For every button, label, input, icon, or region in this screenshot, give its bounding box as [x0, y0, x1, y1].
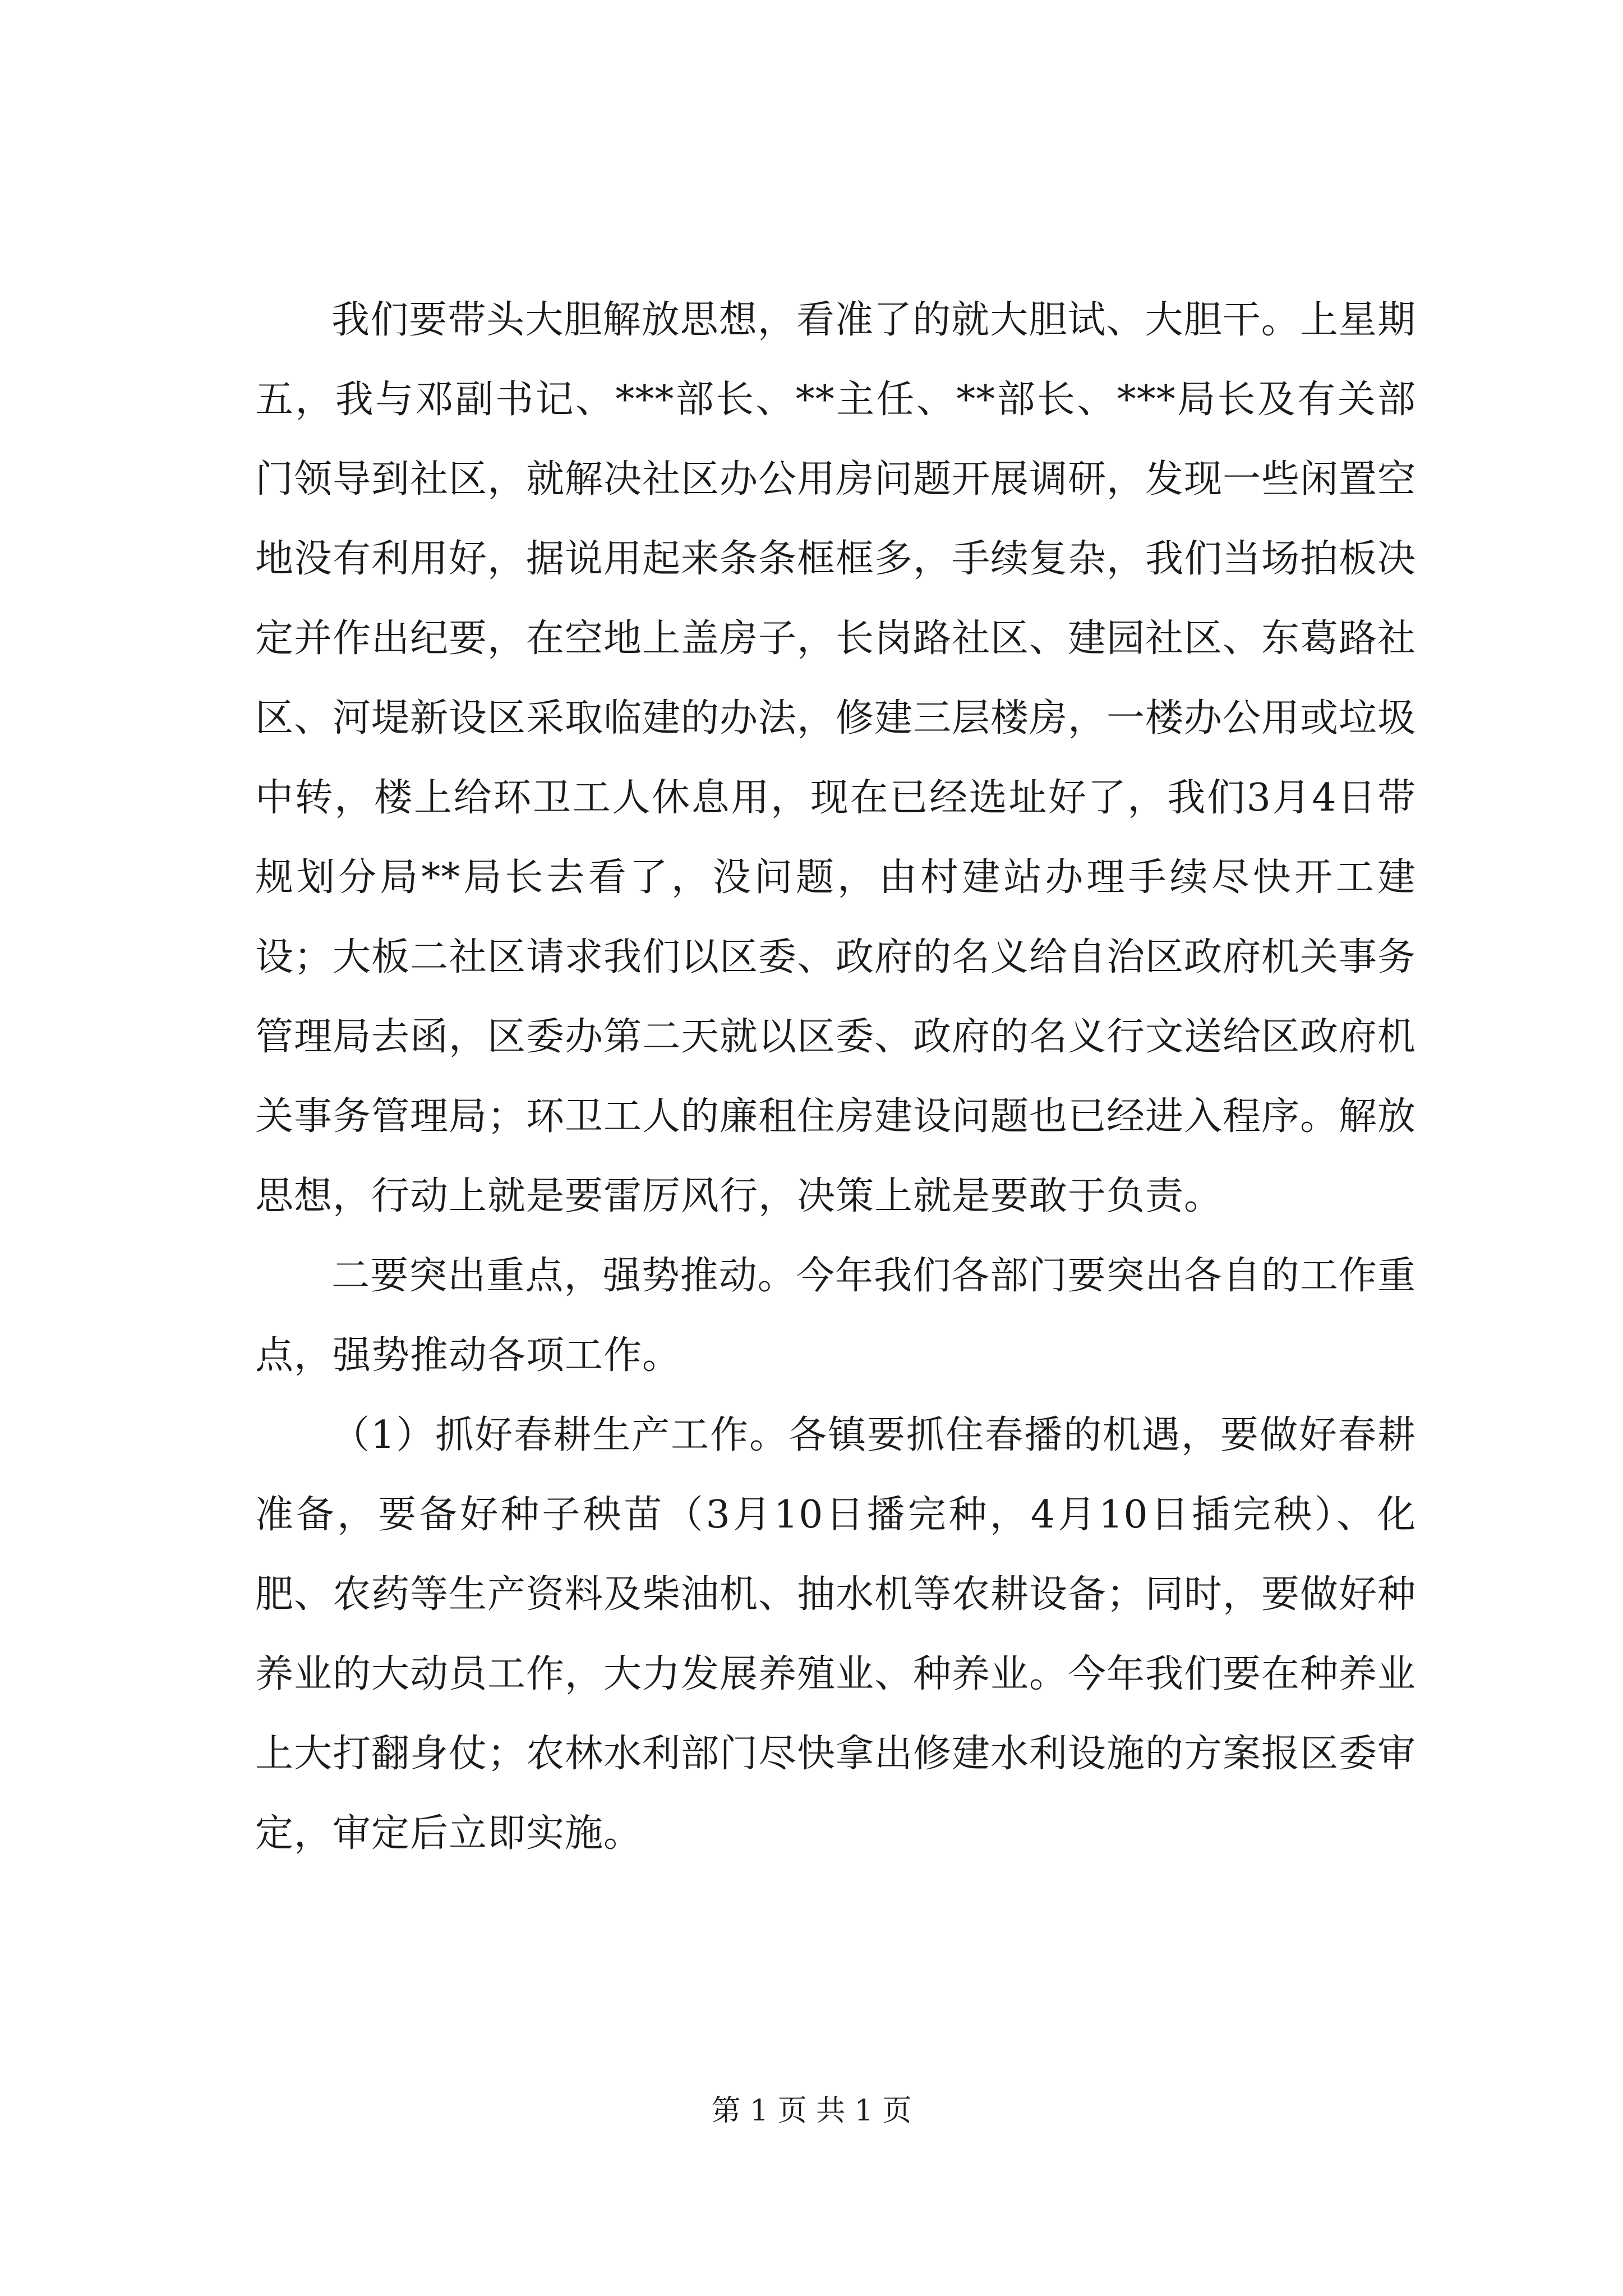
paragraph-3: （1）抓好春耕生产工作。各镇要抓住春播的机遇，要做好春耕准备，要备好种子秧苗（3月10日播完种，4月10日插完秧）、化肥、农药等生产资料及柴油机、抽水机等农耕设备；同时，要做好种养业的大动员工作，大力发展养殖业、种养业。今年我们要在种养业上大打翻身仗；农林水利部门尽快拿出修建水利设施的方案报区委审定，审定后立即实施。 — [255, 1413, 1417, 1856]
paragraph-1: 我们要带头大胆解放思想，看准了的就大胆试、大胆干。上星期五，我与邓副书记、***部长、**主任、**部长、***局长及有关部门领导到社区，就解决社区办公用房问题开展调研，发现一些闲置空地没有利用好，据说用起来条条框框多，手续复杂，我们当场拍板决定并作出纪要，在空地上盖房子，长岗路社区、建园社区、东葛路社区、河堤新设区采取临建的办法，修建三层楼房，一楼办公用或垃圾中转，楼上给环卫工人休息用，现在已经选址好了，我们3月4日带规划分局**局长去看了，没问题，由村建站办理手续尽快开工建设；大板二社区请求我们以区委、政府的名义给自治区政府机关事务管理局去函，区委办第二天就以区委、政府的名义行文送给区政府机关事务管理局；环卫工人的廉租住房建设问题也已经进入程序。解放思想，行动上就是要雷厉风行，决策上就是要敢于负责。 — [255, 298, 1417, 1218]
paragraph-2: 二要突出重点，强势推动。今年我们各部门要突出各自的工作重点，强势推动各项工作。 — [255, 1254, 1416, 1378]
document-body — [255, 280, 1416, 1874]
page-footer: 第 1 页 共 1 页 — [711, 2094, 912, 2128]
